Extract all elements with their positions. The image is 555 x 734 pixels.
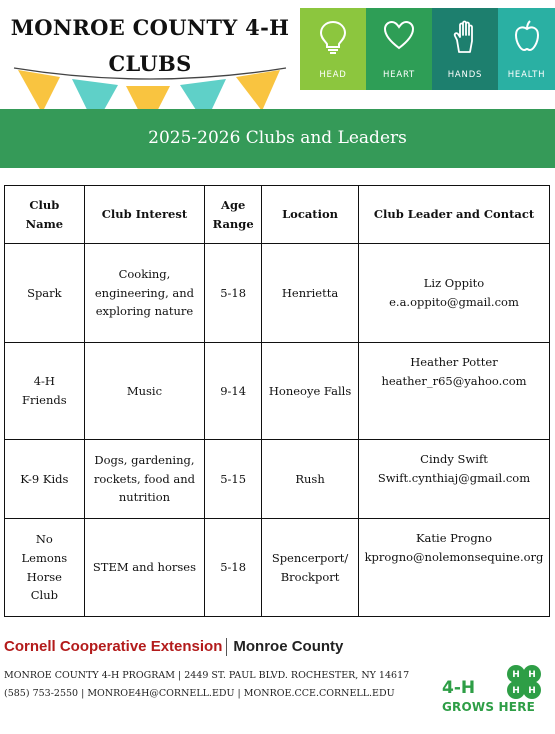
club-interest-cell: Dogs, gardening, rockets, food and nutrition xyxy=(84,440,205,519)
apple-icon xyxy=(513,20,541,52)
table-header-row xyxy=(5,186,550,244)
pillar-label: HANDS xyxy=(447,70,483,80)
pillar-label: HEART xyxy=(382,70,416,80)
club-interest-cell: STEM and horses xyxy=(84,519,205,617)
address-line-2: (585) 753-2550 | MONROE4H@CORNELL.EDU | MONROE.CCE.CORNELL.EDU xyxy=(4,688,395,699)
pillar-health xyxy=(498,8,555,90)
leader-name: Cindy Swift xyxy=(420,452,488,466)
table-row xyxy=(5,440,550,519)
leader-contact-cell xyxy=(358,519,549,617)
leader-contact-cell xyxy=(358,244,549,343)
column-header-club-interest: Club Interest xyxy=(84,186,205,244)
leader-email: Swift.cynthiaj@gmail.com xyxy=(377,470,531,485)
club-name-cell: No Lemons Horse Club xyxy=(5,519,85,617)
svg-text:H: H xyxy=(528,686,536,696)
pillar-label: HEAD xyxy=(319,70,347,80)
lightbulb-icon xyxy=(319,20,347,54)
location-cell: Honeoye Falls xyxy=(262,343,359,440)
leader-name: Katie Progno xyxy=(415,531,493,545)
page-footer xyxy=(0,634,555,734)
banner-title: 2025-2026 Clubs and Leaders xyxy=(148,128,407,148)
title-line-2: CLUBS xyxy=(108,51,192,76)
club-name-cell: Spark xyxy=(5,244,85,343)
page-header xyxy=(0,0,555,168)
table-row xyxy=(5,519,550,617)
pennant xyxy=(236,70,280,111)
svg-text:H: H xyxy=(512,686,520,696)
age-range-cell: 5-18 xyxy=(205,244,262,343)
address-line-1: MONROE COUNTY 4-H PROGRAM | 2449 ST. PAUL BLVD. ROCHESTER, NY 14617 xyxy=(4,670,410,681)
leader-name: Liz Oppito xyxy=(423,276,485,291)
leader-email: kprogno@nolemonsequine.org xyxy=(364,549,544,564)
cce-wordmark xyxy=(4,638,343,656)
column-header-age-range: Age Range xyxy=(205,186,262,244)
pillar-head xyxy=(300,8,366,90)
four-h-pillars xyxy=(300,8,555,90)
svg-text:H: H xyxy=(528,670,536,680)
column-header-location: Location xyxy=(262,186,359,244)
column-header-leader-contact: Club Leader and Contact xyxy=(358,186,549,244)
age-range-cell: 5-15 xyxy=(205,440,262,519)
column-header-club-name: Club Name xyxy=(5,186,85,244)
club-interest-cell: Cooking, engineering, and exploring nature xyxy=(84,244,205,343)
table-row xyxy=(5,343,550,440)
leader-email: heather_r65@yahoo.com xyxy=(381,373,527,388)
heart-icon xyxy=(383,20,415,50)
club-name-cell: 4-H Friends xyxy=(5,343,85,440)
title-line-1: MONROE COUNTY 4-H xyxy=(10,15,290,40)
leader-contact-cell xyxy=(358,343,549,440)
club-name-cell: K-9 Kids xyxy=(5,440,85,519)
leader-email: e.a.oppito@gmail.com xyxy=(389,295,519,309)
pillar-heart xyxy=(366,8,432,90)
table-row xyxy=(5,244,550,343)
club-interest-cell: Music xyxy=(84,343,205,440)
pillar-label: HEALTH xyxy=(507,70,546,80)
age-range-cell: 9-14 xyxy=(205,343,262,440)
section-banner xyxy=(0,109,555,168)
leader-contact-cell xyxy=(358,440,549,519)
clubs-table xyxy=(4,185,550,617)
logo-text-grows-here: GROWS HERE xyxy=(442,700,536,714)
age-range-cell: 5-18 xyxy=(205,519,262,617)
logo-text-4h: 4-H xyxy=(442,678,476,698)
location-cell: Rush xyxy=(262,440,359,519)
hand-icon xyxy=(452,20,478,54)
location-cell: Spencerport/ Brockport xyxy=(262,519,359,617)
leader-name: Heather Potter xyxy=(410,355,498,369)
pillar-hands xyxy=(432,8,498,90)
county-name: Monroe County xyxy=(233,638,344,655)
svg-text:H: H xyxy=(512,670,520,680)
location-cell: Henrietta xyxy=(262,244,359,343)
org-name: Cornell Cooperative Extension xyxy=(4,638,223,655)
wordmark-divider xyxy=(226,638,227,656)
pennant xyxy=(18,70,60,113)
contact-address xyxy=(4,667,409,703)
